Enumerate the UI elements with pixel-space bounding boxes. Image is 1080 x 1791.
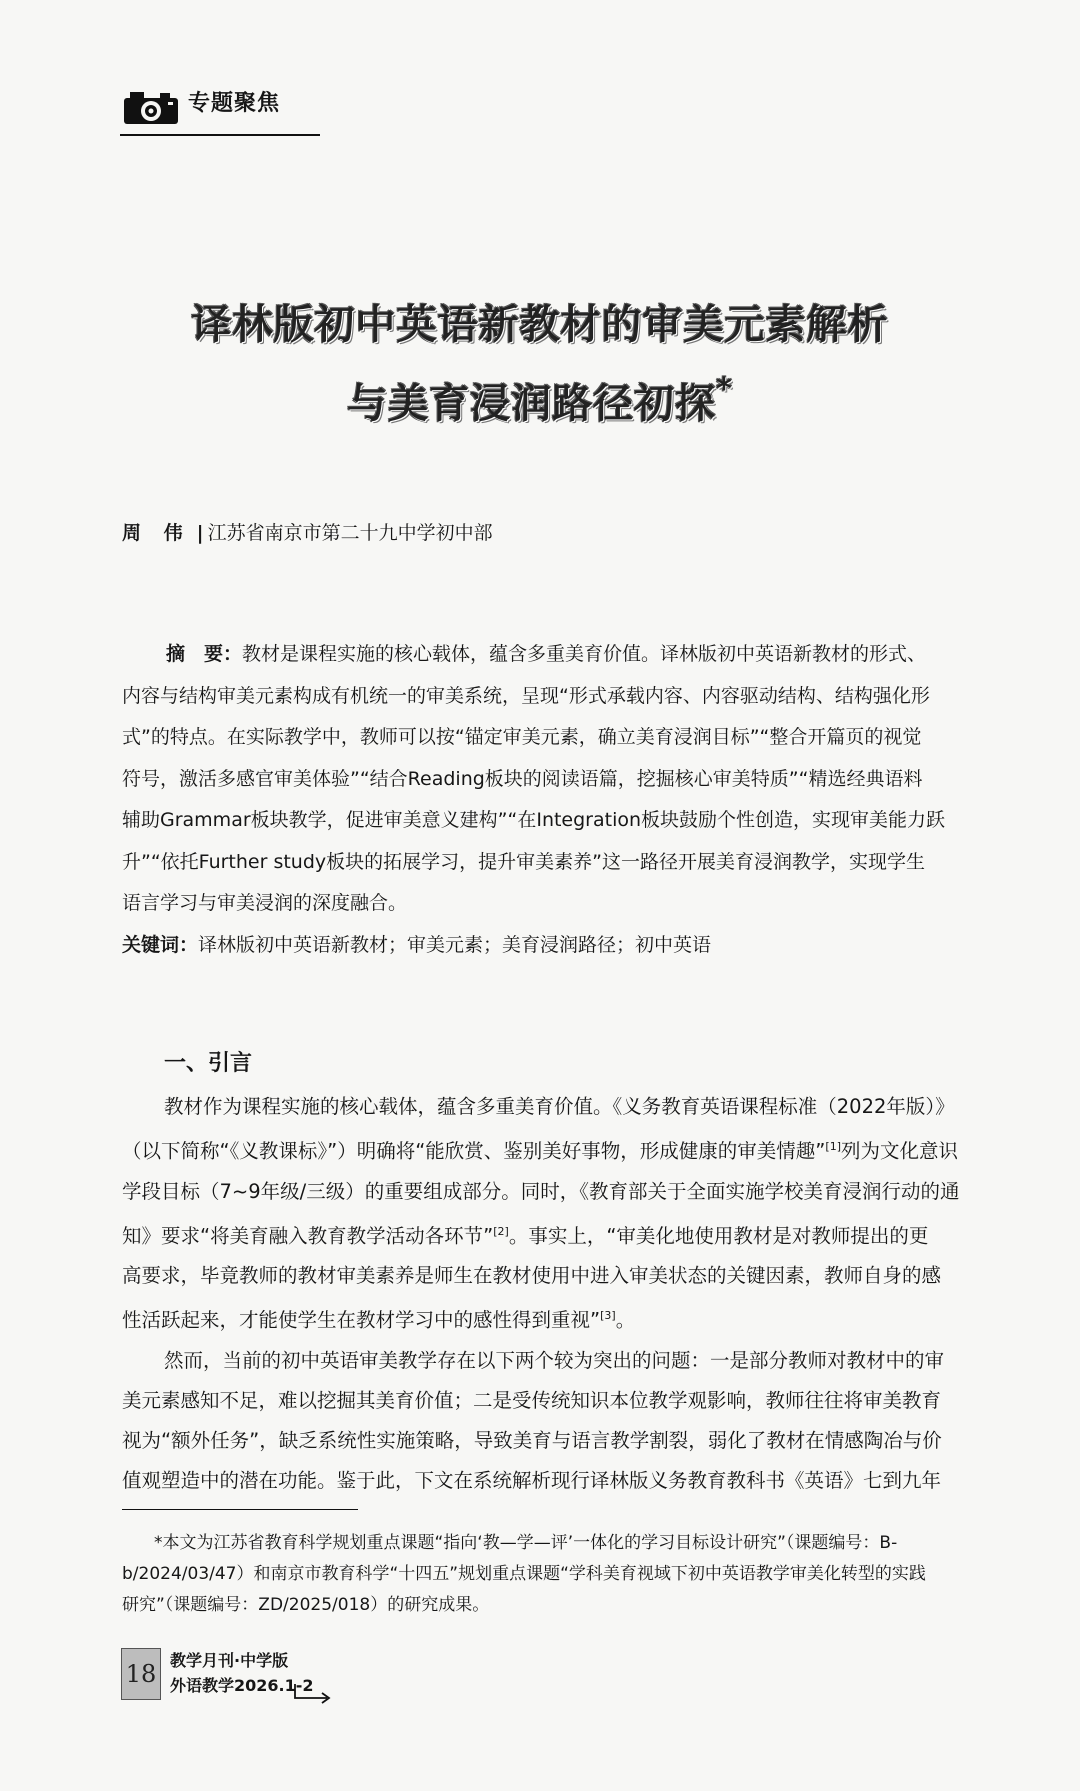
footnote-line: *本文为江苏省教育科学规划重点课题“指向‘教—学—评’一体化的学习目标设计研究”（课题编号：B- [154,1533,898,1553]
abstract-line: 语言学习与审美浸润的深度融合。 [122,892,408,914]
abstract-line: 辅助Grammar板块教学，促进审美意义建构”“在Integration板块鼓励个性创造，实现审美能力跃 [122,809,946,831]
body-line: 教材作为课程实施的核心载体，蕴含多重美育价值。《义务教育英语课程标准（2022年版）》 [164,1095,955,1118]
keywords-label: 关键词： [122,935,199,956]
body-line: 美元素感知不足，难以挖掘其美育价值；二是受传统知识本位教学观影响，教师往往将审美教育 [122,1388,942,1412]
body-line: 视为“额外任务”，缺乏系统性实施策略，导致美育与语言教学割裂，弱化了教材在情感陶冶与价 [122,1428,942,1452]
abstract-line: 教材是课程实施的核心载体，蕴含多重美育价值。译林版初中英语新教材的形式、 [242,643,927,665]
author-line [122,518,493,545]
section-heading: 一、引言 [164,1051,253,1076]
footnote-line: b/2024/03/47）和南京市教育科学“十四五”规划重点课题“学科美育视域下初中英语教学审美化转型的实践 [122,1564,926,1584]
author-name: 周 伟 [122,522,191,544]
citation-ref: [1] [825,1140,842,1153]
body-line: 性活跃起来，才能使学生在教材学习中的感性得到重视”[3]。 [122,1308,636,1332]
body-line: 知》要求“将美育融入教育教学活动各环节”[2]。事实上，“审美化地使用教材是对教师提出的更 [122,1224,929,1247]
footnote-rule [122,1509,358,1510]
header-rule [120,134,320,136]
footnote [122,1528,1000,1621]
body-line: （以下简称“《义教课标》”）明确将“能欣赏、鉴别美好事物，形成健康的审美情趣”[1]列为文化意识 [122,1139,959,1163]
abstract [122,634,1000,925]
article-title-line2 [0,372,1080,429]
article-title-line1: 译林版初中英语新教材的审美元素解析 [191,302,889,348]
section-label: 专题聚焦 [188,91,281,116]
column-header [120,82,320,132]
body-line: 高要求，毕竟教师的教材审美素养是师生在教材使用中进入审美状态的关键因素，教师自身的感 [122,1264,942,1287]
abstract-line: 符号，激活多感官审美体验”“结合Reading板块的阅读语篇，挖掘核心审美特质”“精选经典语料 [122,767,923,790]
keywords [122,925,1000,966]
journal-issue: 外语教学2026.1-2 [170,1676,314,1695]
body-text [122,1087,1000,1501]
body-line: 学段目标（7~9年级/三级）的重要组成部分。同时，《教育部关于全面实施学校美育浸润行动的通 [122,1179,960,1203]
body-line: 然而，当前的初中英语审美教学存在以下两个较为突出的问题：一是部分教师对教材中的审 [164,1348,945,1372]
author-affiliation: 江苏省南京市第二十九中学初中部 [207,522,493,544]
page-number: 18 [121,1648,161,1700]
abstract-line: 内容与结构审美元素构成有机统一的审美系统，呈现“形式承载内容、内容驱动结构、结构强化形 [122,684,930,707]
footnote-line: 研究”（课题编号：ZD/2025/018）的研究成果。 [122,1595,490,1615]
abstract-line: 升”“依托Further study板块的拓展学习，提升审美素养”这一路径开展美育浸润教学，实现学生 [122,850,926,873]
title-footnote-mark: * [716,372,733,407]
citation-ref: [2] [493,1224,509,1238]
abstract-line: 式”的特点。在实际教学中，教师可以按“锚定审美元素，确立美育浸润目标”“整合开篇页的视觉 [122,726,922,748]
article-title-text: 与美育浸润路径初探 [347,381,717,427]
author-separator: | [196,522,204,544]
citation-ref: [3] [600,1309,616,1322]
camera-icon [120,86,182,126]
journal-name: 教学月刊·中学版 [170,1651,289,1670]
arrow-right-icon [293,1682,333,1704]
keywords-text: 译林版初中英语新教材；审美元素；美育浸润路径；初中英语 [198,934,712,956]
abstract-label: 摘 要： [166,643,243,665]
body-line: 值观塑造中的潜在功能。鉴于此，下文在系统解析现行译林版义务教育教科书《英语》七到九年 [122,1468,942,1492]
